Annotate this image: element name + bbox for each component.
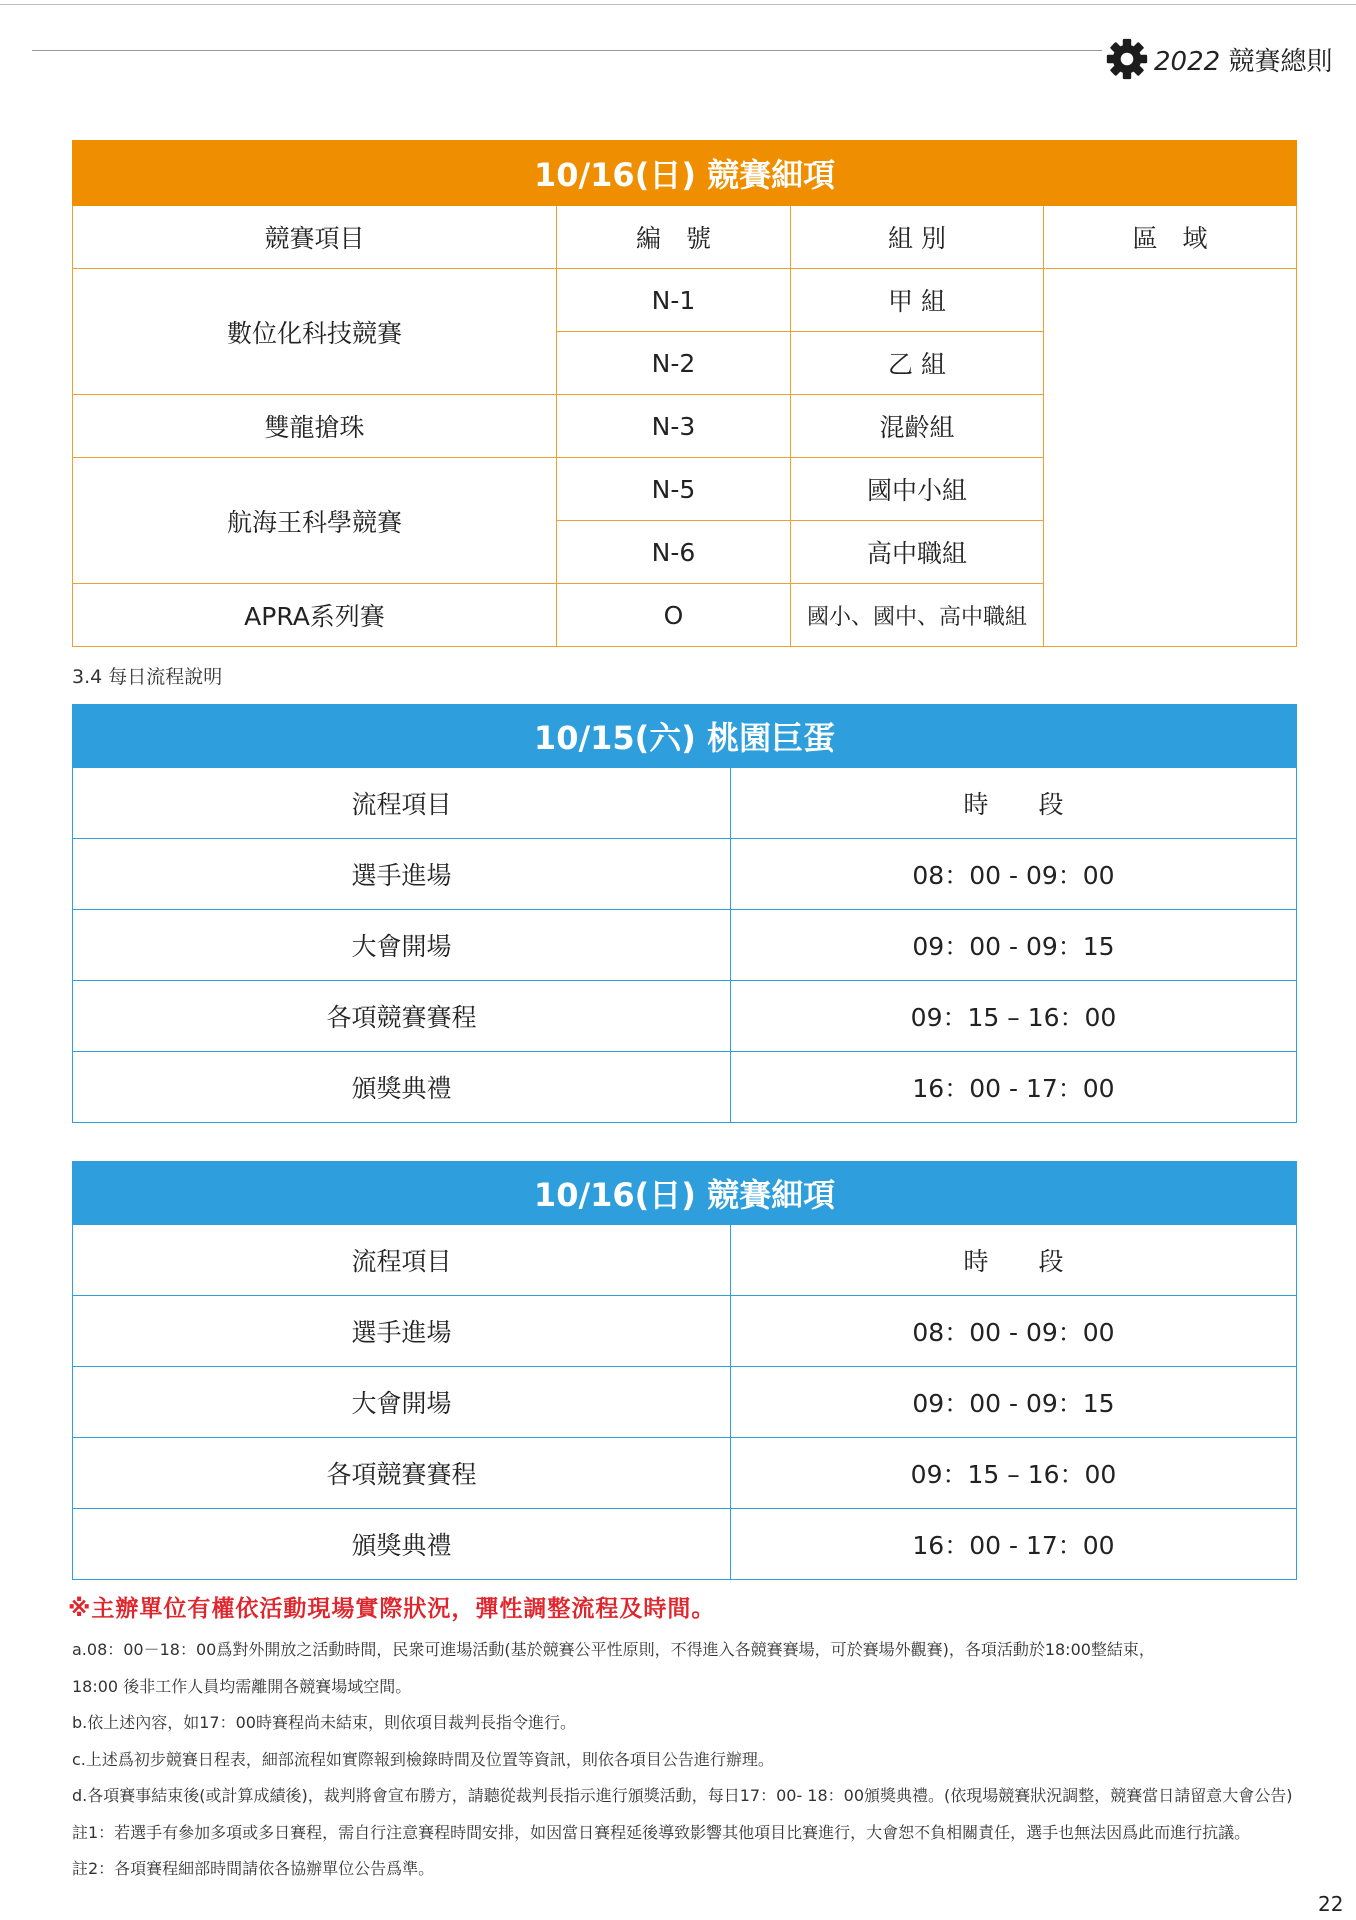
header-rule (32, 50, 1102, 51)
table-row (73, 1509, 1297, 1580)
schedule-item: 選手進場 (73, 1296, 731, 1367)
note-line: c.上述爲初步競賽日程表，細部流程如實際報到檢錄時間及位置等資訊，則依各項目公告進行辦理。 (72, 1749, 774, 1769)
schedule-time: 16：00 - 17：00 (731, 1509, 1297, 1580)
schedule-time: 09：15 – 16：00 (731, 981, 1297, 1052)
competition-item: 數位化科技競賽 (73, 269, 557, 395)
schedule-table-title: 10/15(六) 桃園巨蛋 (73, 705, 1297, 768)
column-header: 時 段 (731, 1225, 1297, 1296)
note-line: a.08：00－18：00爲對外開放之活動時間，民衆可進場活動(基於競賽公平性原則，不得進入各競賽賽場，可於賽場外觀賽)，各項活動於18:00整結束， (72, 1640, 1155, 1659)
column-header: 組 別 (791, 206, 1044, 269)
competition-code: O (557, 584, 791, 647)
competition-item: 雙龍搶珠 (73, 395, 557, 458)
schedule-item: 大會開場 (73, 1367, 731, 1438)
column-header: 流程項目 (73, 768, 731, 839)
page-header (1106, 38, 1332, 80)
header-title (1154, 41, 1332, 78)
schedule-time: 09：15 – 16：00 (731, 1438, 1297, 1509)
column-header: 流程項目 (73, 1225, 731, 1296)
schedule-table-day1 (72, 704, 1297, 1123)
column-header: 競賽項目 (73, 206, 557, 269)
competition-item: 航海王科學競賽 (73, 458, 557, 584)
area-cell (1044, 269, 1297, 647)
table-row (73, 981, 1297, 1052)
gear-icon (1106, 38, 1148, 80)
competition-group: 甲 組 (791, 269, 1044, 332)
schedule-time: 08：00 - 09：00 (731, 1296, 1297, 1367)
competition-group: 混齡組 (791, 395, 1044, 458)
note-line: 註2：各項賽程細部時間請依各協辦單位公告爲準。 (72, 1859, 435, 1878)
competition-group: 國中小組 (791, 458, 1044, 521)
schedule-item: 各項競賽賽程 (73, 1438, 731, 1509)
note-line: 註1：若選手有參加多項或多日賽程，需自行注意賽程時間安排，如因當日賽程延後導致影響其他項目比賽進行，大會恕不負相關責任，選手也無法因爲此而進行抗議。 (72, 1822, 1251, 1842)
table-row (73, 1367, 1297, 1438)
section-heading: 3.4 每日流程說明 (72, 666, 223, 688)
schedule-table-day2 (72, 1161, 1297, 1580)
schedule-item: 各項競賽賽程 (73, 981, 731, 1052)
competition-item: APRA系列賽 (73, 584, 557, 647)
competition-group: 高中職組 (791, 521, 1044, 584)
table-row (73, 1052, 1297, 1123)
competition-code: N-6 (557, 521, 791, 584)
table-row (73, 1296, 1297, 1367)
competition-code: N-1 (557, 269, 791, 332)
schedule-item: 頒獎典禮 (73, 1509, 731, 1580)
table-row (73, 839, 1297, 910)
competition-group: 國小、國中、高中職組 (791, 584, 1044, 647)
competition-group: 乙 組 (791, 332, 1044, 395)
schedule-table-title: 10/16(日) 競賽細項 (73, 1162, 1297, 1225)
note-line: b.依上述內容，如17：00時賽程尚未結束，則依項目裁判長指令進行。 (72, 1713, 576, 1732)
note-line: 18:00 後非工作人員均需離開各競賽場域空間。 (72, 1676, 412, 1696)
page-number: 22 (1318, 1892, 1344, 1916)
competition-details-table (72, 140, 1297, 647)
table-header-row (73, 768, 1297, 839)
column-header: 時 段 (731, 768, 1297, 839)
competition-code: N-5 (557, 458, 791, 521)
schedule-time: 16：00 - 17：00 (731, 1052, 1297, 1123)
table-row (73, 1438, 1297, 1509)
schedule-item: 選手進場 (73, 839, 731, 910)
column-header: 編 號 (557, 206, 791, 269)
schedule-item: 頒獎典禮 (73, 1052, 731, 1123)
header-year: 2022 (1154, 46, 1221, 77)
schedule-item: 大會開場 (73, 910, 731, 981)
table-row (73, 269, 1297, 332)
note-line: d.各項賽事結束後(或計算成績後)，裁判將會宣布勝方，請聽從裁判長指示進行頒獎活動，每日17：00- 18：00頒獎典禮。(依現場競賽狀況調整，競賽當日請留意大會公告) (72, 1786, 1293, 1805)
warning-notice: ※主辦單位有權依活動現場實際狀況，彈性調整流程及時間。 (68, 1596, 716, 1622)
top-border (0, 4, 1356, 5)
header-title-text: 競賽總則 (1228, 46, 1333, 77)
table-header-row (73, 1225, 1297, 1296)
schedule-time: 09：00 - 09：15 (731, 910, 1297, 981)
table-row (73, 910, 1297, 981)
competition-code: N-3 (557, 395, 791, 458)
details-table-title: 10/16(日) 競賽細項 (73, 141, 1297, 206)
schedule-time: 08：00 - 09：00 (731, 839, 1297, 910)
notes-list (72, 1632, 1302, 1888)
table-header-row (73, 206, 1297, 269)
competition-code: N-2 (557, 332, 791, 395)
schedule-time: 09：00 - 09：15 (731, 1367, 1297, 1438)
column-header: 區 域 (1044, 206, 1297, 269)
